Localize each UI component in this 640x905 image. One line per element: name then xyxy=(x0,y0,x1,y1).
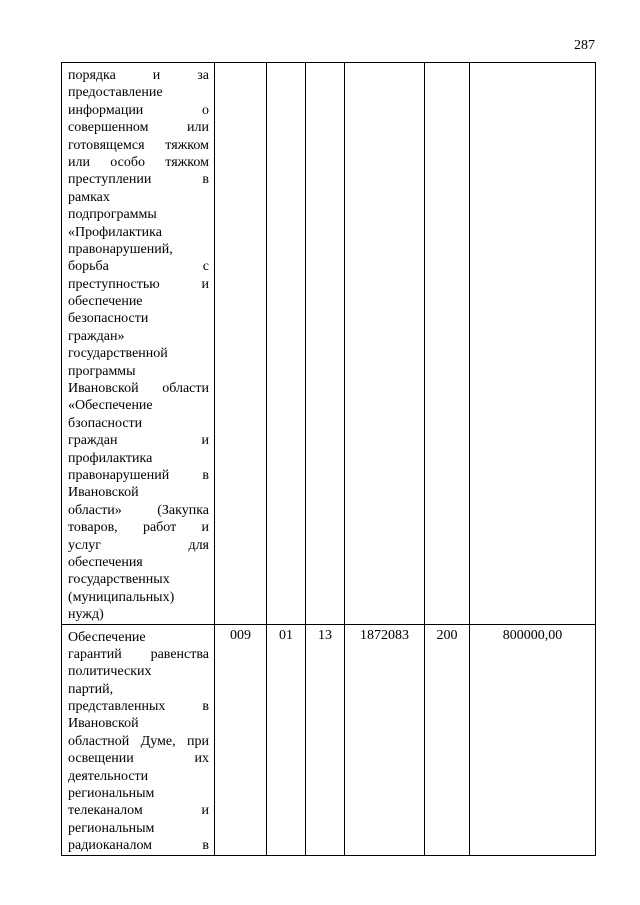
expense-name-line: товаров, работ и xyxy=(68,520,209,536)
expense-name-line: услуг для xyxy=(68,537,209,553)
expense-type-cell xyxy=(425,63,470,625)
expense-name-line: нужд) xyxy=(68,607,104,623)
subsection-cell xyxy=(306,63,345,625)
expense-name-line: профилактика xyxy=(68,450,153,466)
expense-name-line: «Профилактика xyxy=(68,224,162,240)
expense-name-line: (муниципальных) xyxy=(68,589,175,605)
expense-name-line: партий, xyxy=(68,681,114,697)
section-cell-value: 01 xyxy=(279,627,293,643)
expense-name-line: или особо тяжком xyxy=(68,154,209,170)
ministry-code-cell-value xyxy=(215,63,266,65)
page-number: 287 xyxy=(574,38,595,53)
expense-name-line: государственных xyxy=(68,572,170,588)
expense-name-cell xyxy=(62,63,215,625)
expense-name-line: преступностью и xyxy=(68,276,209,292)
expense-name-line: региональным xyxy=(68,786,155,802)
expense-name-line: правонарушений, xyxy=(68,241,173,257)
expense-name-line: готовящемся тяжком xyxy=(68,137,209,153)
expense-name-line: преступлении в xyxy=(68,172,209,188)
target-article-cell xyxy=(345,63,425,625)
table-row xyxy=(62,624,596,855)
expense-name-line: освещении их xyxy=(68,751,209,767)
expense-name-line: программы xyxy=(68,363,136,379)
expense-name-line: региональным xyxy=(68,820,155,836)
section-cell xyxy=(267,63,306,625)
expense-name-line: подпрограммы xyxy=(68,207,157,223)
expense-name-line: безопасности xyxy=(68,311,149,327)
target-article-cell-value: 1872083 xyxy=(360,627,409,643)
section-cell-value xyxy=(267,63,305,65)
target-article-cell-value xyxy=(345,63,424,65)
ministry-code-cell xyxy=(215,63,267,625)
expense-name-line: областной Думе, при xyxy=(68,733,209,749)
subsection-cell-value: 13 xyxy=(318,627,332,643)
subsection-cell-value xyxy=(306,63,344,65)
expense-name-line: порядка и за xyxy=(68,68,209,83)
target-article-cell xyxy=(345,624,425,855)
expense-name-line: Ивановской xyxy=(68,716,139,732)
ministry-code-cell-value: 009 xyxy=(230,627,251,643)
expense-name-line: государственной xyxy=(68,346,168,362)
subsection-cell xyxy=(306,624,345,855)
expense-name-line: граждан» xyxy=(68,328,125,344)
expense-name-line: телеканалом и xyxy=(68,803,209,819)
amount-cell xyxy=(470,63,596,625)
amount-cell-value xyxy=(470,63,595,65)
expense-name-line: Ивановской области xyxy=(68,381,209,397)
expense-type-cell-value xyxy=(425,63,469,65)
expense-name-line: представленных в xyxy=(68,699,209,715)
expense-name-line: Обеспечение xyxy=(68,629,146,645)
expense-name-line: предоставление xyxy=(68,85,163,101)
expense-name-line: бзопасности xyxy=(68,415,143,431)
expense-name-line: области» (Закупка xyxy=(68,502,209,518)
amount-cell xyxy=(470,624,596,855)
amount-cell-value: 800000,00 xyxy=(502,627,563,643)
expense-name-line: совершенном или xyxy=(68,120,209,136)
expense-name-line: обеспечения xyxy=(68,554,143,570)
expense-name-line: «Обеспечение xyxy=(68,398,153,414)
expense-name-line: правонарушений в xyxy=(68,467,209,483)
expense-name-line: гарантий равенства xyxy=(68,646,209,662)
expense-name-line: радиоканалом в xyxy=(68,838,209,854)
expense-name-line: деятельности xyxy=(68,768,149,784)
expense-name-cell xyxy=(62,624,215,855)
expense-name-line: информации о xyxy=(68,102,209,118)
expense-type-cell-value: 200 xyxy=(436,627,458,643)
ministry-code-cell xyxy=(215,624,267,855)
expense-name-line: обеспечение xyxy=(68,294,143,310)
expense-name-line: политических xyxy=(68,664,152,680)
section-cell xyxy=(267,624,306,855)
expense-name-line: борьба с xyxy=(68,259,209,275)
expense-type-cell xyxy=(425,624,470,855)
expense-name-line: Ивановской xyxy=(68,485,139,501)
budget-table xyxy=(61,62,596,856)
expense-name-line: рамках xyxy=(68,189,110,205)
expense-name-line: граждан и xyxy=(68,433,209,449)
table-row xyxy=(62,63,596,625)
